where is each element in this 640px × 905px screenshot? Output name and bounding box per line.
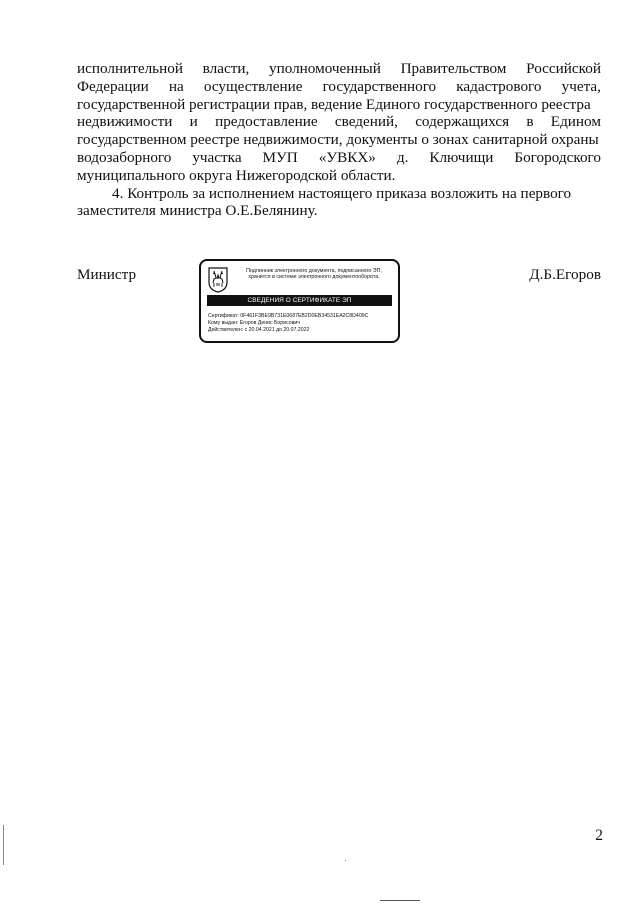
word: Российской <box>526 60 601 77</box>
scan-artifact <box>380 900 420 901</box>
text-line-2 <box>77 78 601 96</box>
word: Ключищи <box>429 148 494 166</box>
text-line-3: государственной регистрации прав, ведение Единого государственного реестра <box>77 95 591 113</box>
word: содержащихся <box>415 113 510 131</box>
text-line-4 <box>77 113 601 131</box>
certificate-value: 0F461F3BE9B731E0687EB2D0EB34531EA2C8D409C <box>240 313 369 319</box>
stamp-header-line-2: хранится в системе электронного документооборота. <box>248 274 380 281</box>
validity-value: с 20.04.2021 до 20.07.2022 <box>244 327 310 334</box>
text-line-1 <box>77 60 601 78</box>
word: Федерации <box>77 77 149 95</box>
stamp-header-line-1: Подлинник электронного документа, подписанного ЭП, <box>246 268 382 274</box>
certificate-details <box>208 313 396 335</box>
word: сведений, <box>334 113 398 131</box>
text-line-6 <box>77 149 601 167</box>
word: предоставление <box>215 113 318 131</box>
scan-artifact <box>3 825 4 865</box>
word: и <box>189 113 198 131</box>
page-number: 2 <box>595 827 603 844</box>
word: «УВКХ» <box>318 148 376 166</box>
validity-label: Действителен: <box>208 327 244 334</box>
nizhny-novgorod-deer-emblem-icon <box>208 267 228 293</box>
certificate-label: Сертификат: <box>208 313 239 319</box>
word: участка <box>192 148 242 166</box>
item-4-line-1: 4. Контроль за исполнением настоящего приказа возложить на первого <box>112 184 572 202</box>
item-4-line-2: заместителя министра О.Е.Белянину. <box>77 202 318 220</box>
word: водозаборного <box>77 148 172 166</box>
stamp-header-text <box>233 268 395 281</box>
word: государственного <box>322 77 437 95</box>
word: уполномоченный <box>268 60 381 77</box>
word: Едином <box>550 113 601 131</box>
scan-artifact <box>345 860 346 861</box>
text-line-5: государственном реестре недвижимости, документы о зонах санитарной охраны <box>77 131 599 149</box>
signatory-name: Д.Б.Егоров <box>529 266 601 283</box>
word: учета, <box>561 77 601 95</box>
word: осуществление <box>203 77 303 95</box>
word: на <box>168 77 184 95</box>
word: кадастрового <box>456 77 542 95</box>
issued-to-value: Егоров Денис Борисович <box>239 320 300 327</box>
issued-to-label: Кому выдан: <box>208 320 239 327</box>
word: власти, <box>202 60 250 77</box>
certificate-info-bar: СВЕДЕНИЯ О СЕРТИФИКАТЕ ЭП <box>207 295 392 306</box>
word: МУП <box>262 148 298 166</box>
validity-row <box>208 327 396 334</box>
word: Правительством <box>400 60 507 77</box>
electronic-signature-stamp <box>199 259 400 343</box>
signatory-position: Министр <box>77 266 137 283</box>
word: недвижимости <box>77 113 173 131</box>
word: Богородского <box>514 148 601 166</box>
certificate-row <box>208 313 396 320</box>
word: д. <box>396 148 409 166</box>
word: в <box>526 113 534 131</box>
document-body <box>77 60 601 220</box>
text-line-7: муниципального округа Нижегородской области. <box>77 166 396 184</box>
word: исполнительной <box>77 60 183 77</box>
